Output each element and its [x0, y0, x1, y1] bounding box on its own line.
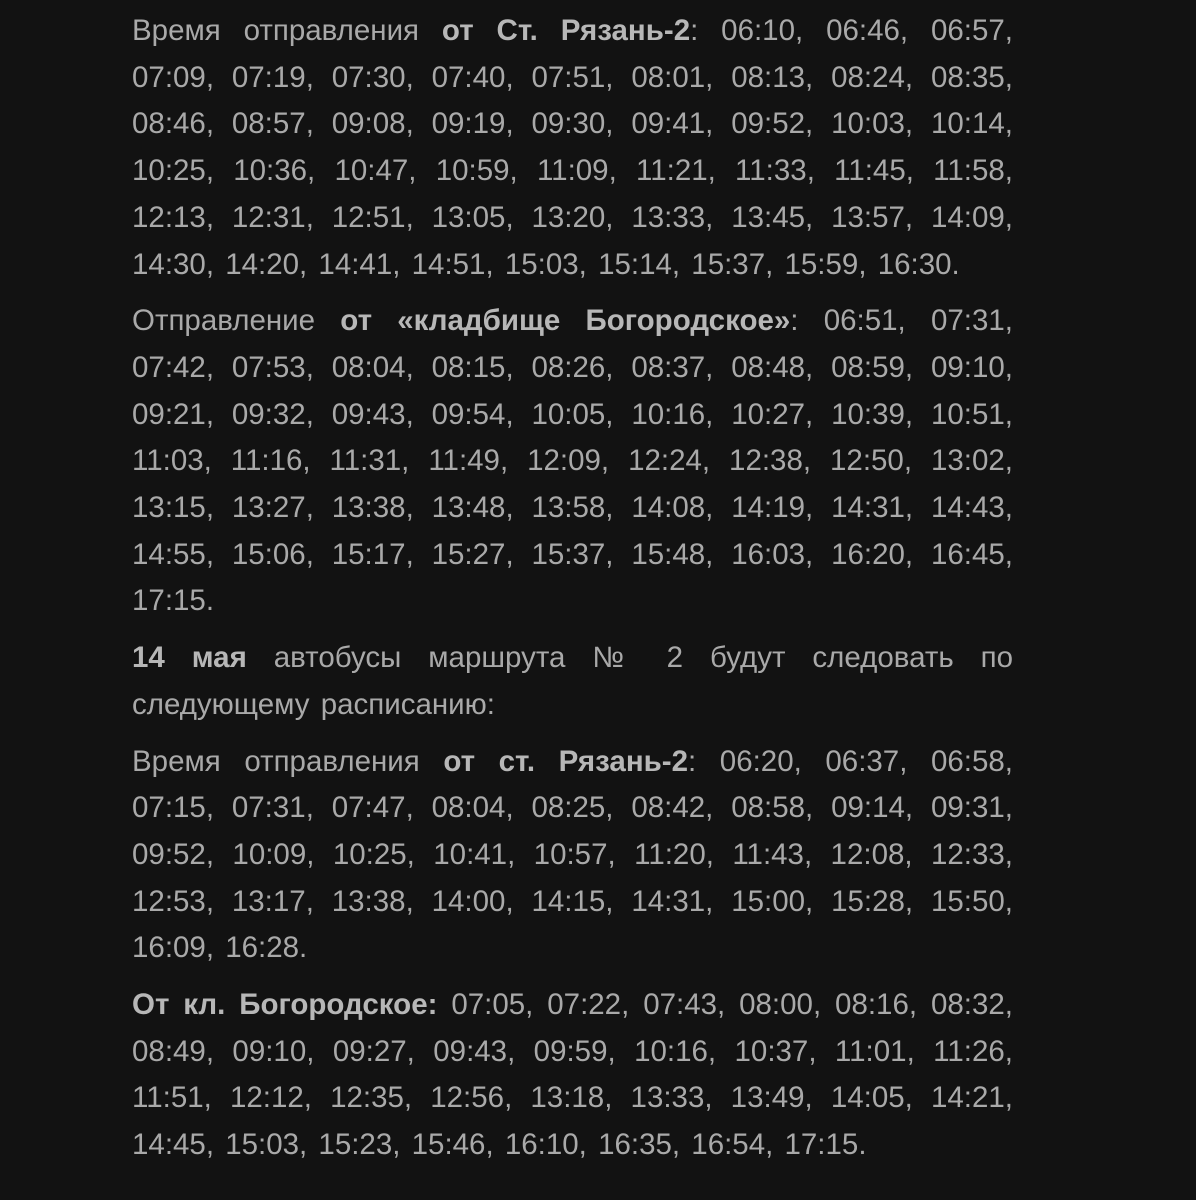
paragraph-bold-text: от «кладбище Богородское»: [340, 304, 791, 338]
paragraph-bold-text: от ст. Рязань-2: [443, 744, 689, 778]
schedule-paragraph-may14-notice: [132, 635, 1013, 728]
paragraph-lead-text: Отправление: [132, 304, 341, 338]
schedule-paragraph-cemetery-departures: [132, 298, 1013, 625]
schedule-document: [132, 8, 1013, 1179]
paragraph-times-text: : 06:10, 06:46, 06:57, 07:09, 07:19, 07:30, 07:40, 07:51, 08:01, 08:13, 08:24, 08:35, 08:46, 08:57, 09:08, 09:19, 09:30, 09:41, 09:52, 10:03, 10:14, 10:25, 10:36, 10:47, 10:59, 11:09, 11:21, 11:33, 11:45, 11:58, 12:13, 12:31, 12:51, 13:05, 13:20, 13:33, 13:45, 13:57, 14:09, 14:30, 14:20, 14:41, 14:51, 15:03, 15:14, 15:37, 15:59, 16:30.: [132, 14, 1013, 281]
paragraph-times-text: : 06:51, 07:31, 07:42, 07:53, 08:04, 08:15, 08:26, 08:37, 08:48, 08:59, 09:10, 09:21, 09:32, 09:43, 09:54, 10:05, 10:16, 10:27, 10:39, 10:51, 11:03, 11:16, 11:31, 11:49, 12:09, 12:24, 12:38, 12:50, 13:02, 13:15, 13:27, 13:38, 13:48, 13:58, 14:08, 14:19, 14:31, 14:43, 14:55, 15:06, 15:17, 15:27, 15:37, 15:48, 16:03, 16:20, 16:45, 17:15.: [132, 304, 1014, 618]
paragraph-lead-text: Время отправления: [132, 744, 444, 778]
schedule-paragraph-ryazan2-departures: [132, 8, 1013, 288]
schedule-paragraph-may14-ryazan2-departures: [132, 739, 1013, 973]
paragraph-bold-text: От кл. Богородское:: [132, 988, 438, 1022]
paragraph-times-text: 07:05, 07:22, 07:43, 08:00, 08:16, 08:32, 08:49, 09:10, 09:27, 09:43, 09:59, 10:16, 10:37, 11:01, 11:26, 11:51, 12:12, 12:35, 12:56, 13:18, 13:33, 13:49, 14:05, 14:21, 14:45, 15:03, 15:23, 15:46, 16:10, 16:35, 16:54, 17:15.: [132, 988, 1013, 1162]
paragraph-lead-text: Время отправления: [132, 14, 442, 47]
paragraph-body-text: автобусы маршрута № 2 будут следовать по следующему расписанию:: [132, 641, 1014, 721]
schedule-paragraph-may14-cemetery-departures: [132, 982, 1013, 1169]
paragraph-times-text: : 06:20, 06:37, 06:58, 07:15, 07:31, 07:47, 08:04, 08:25, 08:42, 08:58, 09:14, 09:31, 09:52, 10:09, 10:25, 10:41, 10:57, 11:20, 11:43, 12:08, 12:33, 12:53, 13:17, 13:38, 14:00, 14:15, 14:31, 15:00, 15:28, 15:50, 16:09, 16:28.: [132, 744, 1013, 965]
paragraph-bold-text: 14 мая: [132, 641, 247, 675]
paragraph-bold-text: от Ст. Рязань-2: [441, 14, 691, 47]
